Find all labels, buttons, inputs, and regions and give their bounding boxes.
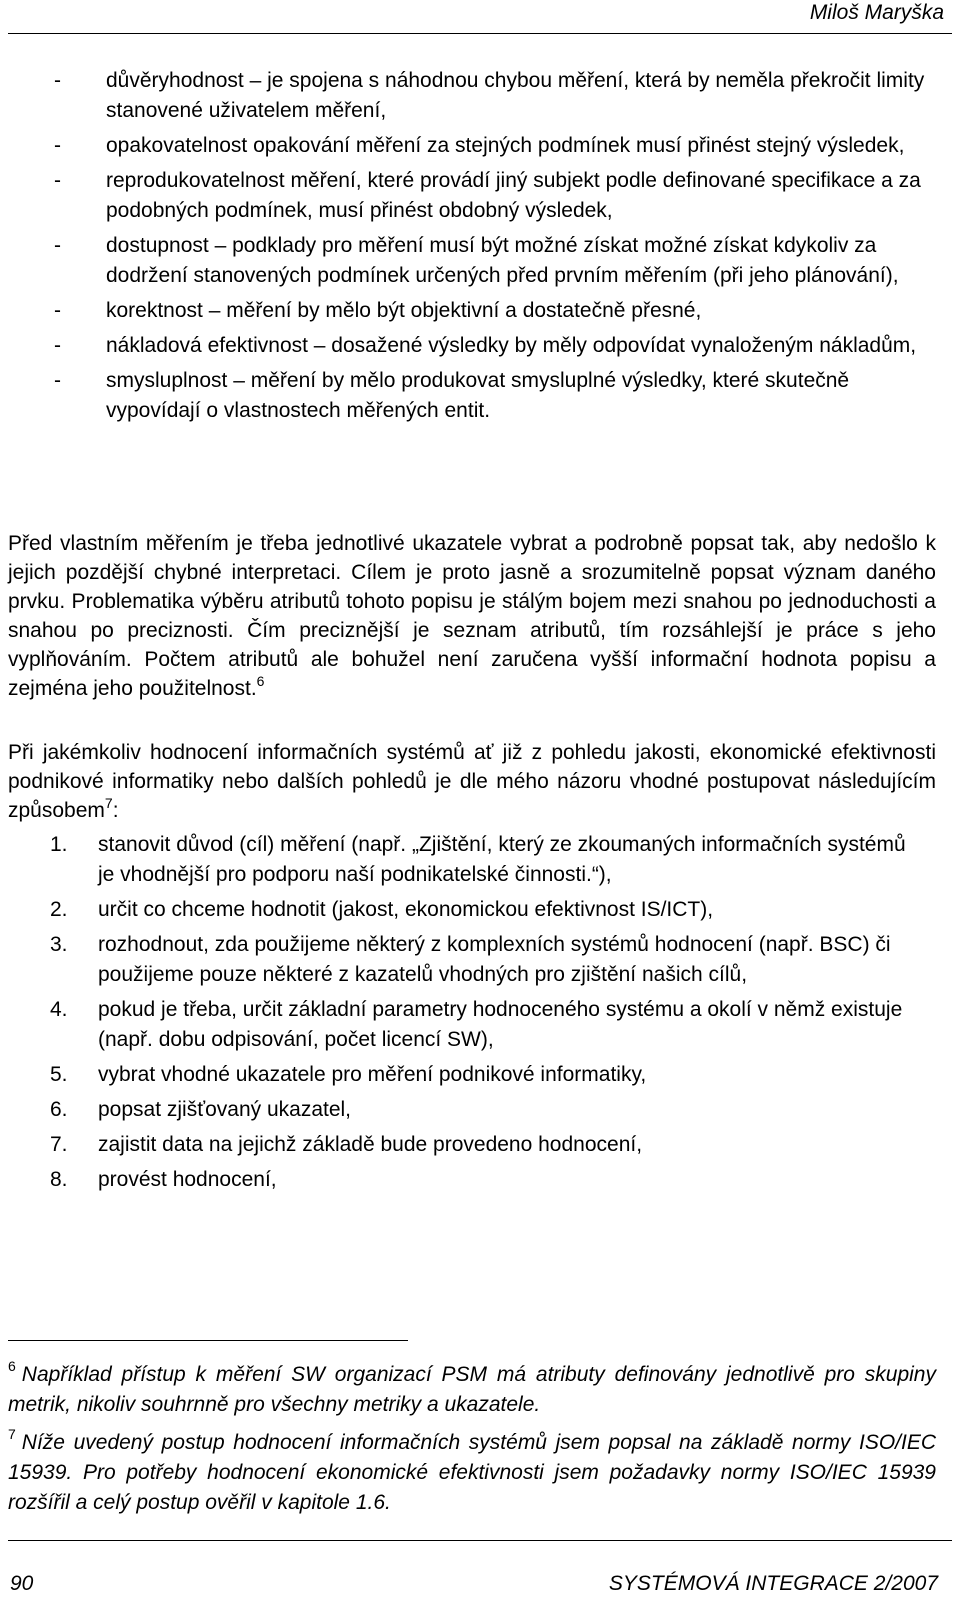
step-text: zajistit data na jejichž základě bude provedeno hodnocení, <box>98 1133 643 1156</box>
step-item <box>50 1130 910 1160</box>
list-dash: - <box>54 69 61 92</box>
step-text: pokud je třeba, určit základní parametry hodnoceného systému a okolí v němž existuje (např. dobu odpisování, počet licencí SW), <box>98 998 903 1051</box>
step-item <box>50 995 910 1055</box>
list-item-text: dostupnost – podklady pro měření musí být možné získat možné získat kdykoliv za dodržení stanovených podmínek určených před prvním měřením (při jeho plánování), <box>106 234 899 287</box>
footnote-text: Níže uvedený postup hodnocení informačních systémů jsem popsal na základě normy ISO/IEC 15939. Pro potřeby hodnocení ekonomické efektivnosti jsem požadavky normy ISO/IEC 15939 rozšířil a celý postup ověřil v kapitole 1.6. <box>8 1431 936 1514</box>
step-number: 8. <box>50 1168 68 1191</box>
list-dash: - <box>54 169 61 192</box>
footnote-separator <box>8 1340 408 1341</box>
list-item <box>54 231 934 291</box>
list-item <box>54 331 934 361</box>
running-footer-journal: SYSTÉMOVÁ INTEGRACE 2/2007 <box>608 1572 938 1595</box>
step-number: 6. <box>50 1098 68 1121</box>
step-item <box>50 1060 910 1090</box>
paragraph-text: Při jakémkoliv hodnocení informačních systémů ať již z pohledu jakosti, ekonomické efektivnosti podnikové informatiky nebo dalších pohledů je dle mého názoru vhodné postupovat následujícím způsobem <box>8 741 936 822</box>
step-text: rozhodnout, zda použijeme některý z komplexních systémů hodnocení (např. BSC) či použijeme pouze některé z kazatelů vhodných pro zjištění našich cílů, <box>98 933 891 986</box>
step-number: 2. <box>50 898 68 921</box>
paragraph-text: Před vlastním měřením je třeba jednotlivé ukazatele vybrat a podrobně popsat tak, aby nedošlo k jejich pozdější chybné interpretaci. Cílem je proto jasně a srozumitelně popsat význam daného prvku. Problematika výběru atributů tohoto popisu je stálým bojem mezi snahou po jednoduchosti a snahou po preciznosti. Čím preciznější je seznam atributů, tím rozsáhlejší je práce s jeho vyplňováním. Počtem atributů ale bohužel není zaručena vyšší informační hodnota popisu a zejména jeho použitelnost. <box>8 532 936 700</box>
footnote <box>8 1360 936 1420</box>
footnote-text: Například přístup k měření SW organizací PSM má atributy definovány jednotlivě pro skupiny metrik, nikoliv souhrnně pro všechny metriky a ukazatele. <box>8 1363 936 1416</box>
step-text: popsat zjišťovaný ukazatel, <box>98 1098 352 1121</box>
list-dash: - <box>54 134 61 157</box>
footnote-ref: 6 <box>256 673 265 689</box>
step-item <box>50 830 910 890</box>
body-paragraph <box>8 529 936 703</box>
step-item <box>50 895 910 925</box>
list-item <box>54 66 934 126</box>
list-dash: - <box>54 299 61 322</box>
step-number: 4. <box>50 998 68 1021</box>
footnote-mark: 7 <box>8 1426 16 1442</box>
step-number: 7. <box>50 1133 68 1156</box>
step-text: určit co chceme hodnotit (jakost, ekonomickou efektivnost IS/ICT), <box>98 898 714 921</box>
header-rule <box>8 33 952 34</box>
list-item-text: důvěryhodnost – je spojena s náhodnou chybou měření, která by neměla překročit limity stanovené uživatelem měření, <box>106 69 925 122</box>
step-number: 1. <box>50 833 68 856</box>
page-number: 90 <box>10 1572 34 1595</box>
list-dash: - <box>54 334 61 357</box>
body-paragraph <box>8 738 936 825</box>
footnote <box>8 1428 936 1518</box>
list-dash: - <box>54 234 61 257</box>
list-item <box>54 166 934 226</box>
step-text: stanovit důvod (cíl) měření (např. „Zjištění, který ze zkoumaných informačních systémů je vhodnější pro podporu naší podnikatelské činnosti.“), <box>98 833 906 886</box>
list-item-text: korektnost – měření by mělo být objektivní a dostatečně přesné, <box>106 299 702 322</box>
list-dash: - <box>54 369 61 392</box>
footnote-mark: 6 <box>8 1358 16 1374</box>
footnote-ref: 7 <box>104 795 113 811</box>
footer-rule <box>8 1540 952 1541</box>
paragraph-tail: : <box>112 799 119 822</box>
step-item <box>50 1095 910 1125</box>
list-item-text: smysluplnost – měření by mělo produkovat smysluplné výsledky, které skutečně vypovídají o vlastnostech měřených entit. <box>106 369 850 422</box>
step-number: 3. <box>50 933 68 956</box>
step-item <box>50 1165 910 1195</box>
list-item-text: nákladová efektivnost – dosažené výsledky by měly odpovídat vynaloženým nákladům, <box>106 334 917 357</box>
list-item-text: opakovatelnost opakování měření za stejných podmínek musí přinést stejný výsledek, <box>106 134 905 157</box>
step-number: 5. <box>50 1063 68 1086</box>
step-text: provést hodnocení, <box>98 1168 277 1191</box>
list-item <box>54 366 934 426</box>
step-item <box>50 930 910 990</box>
criteria-list <box>54 66 934 431</box>
running-header-author: Miloš Maryška <box>809 1 944 24</box>
list-item <box>54 296 934 326</box>
list-item <box>54 131 934 161</box>
step-text: vybrat vhodné ukazatele pro měření podnikové informatiky, <box>98 1063 647 1086</box>
list-item-text: reprodukovatelnost měření, které provádí jiný subjekt podle definované specifikace a za podobných podmínek, musí přinést obdobný výsledek, <box>106 169 921 222</box>
procedure-steps <box>50 830 910 1200</box>
